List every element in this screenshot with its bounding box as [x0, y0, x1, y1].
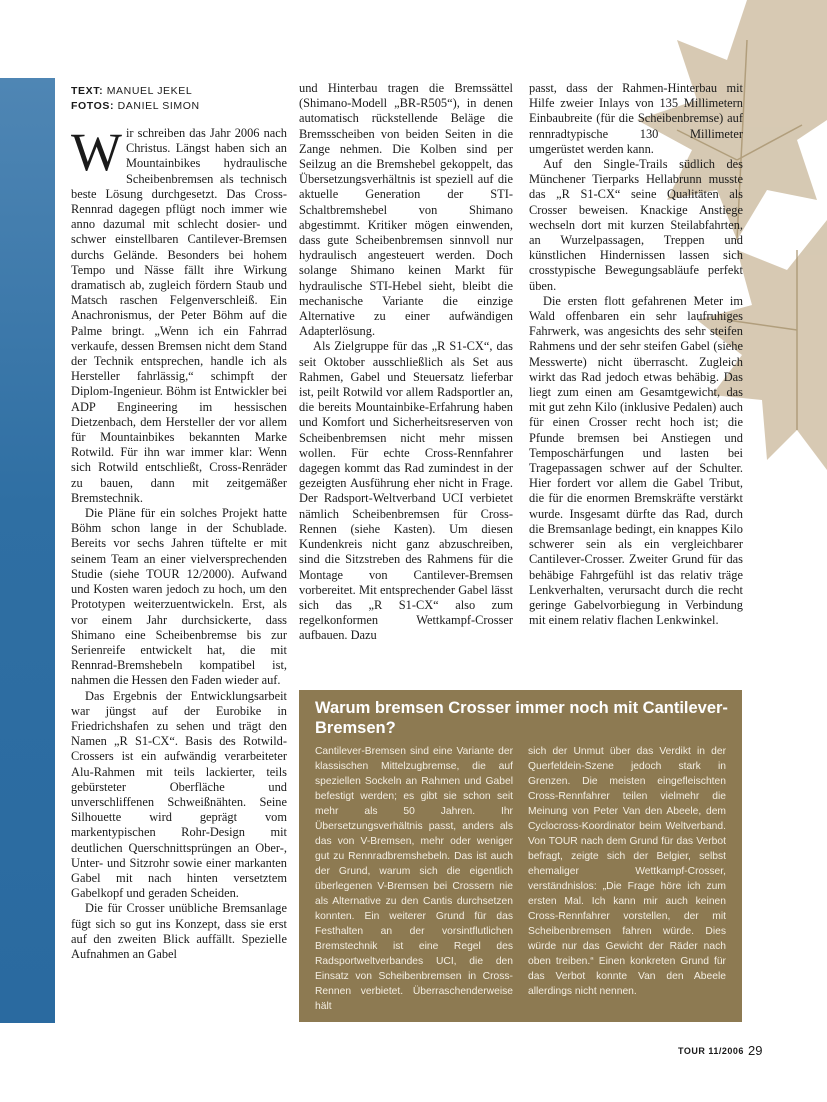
info-box: [299, 690, 742, 1022]
text-credit-name: MANUEL JEKEL: [106, 85, 193, 97]
photo-credit-label: FOTOS:: [71, 100, 115, 112]
article-column-2: [299, 81, 513, 644]
photo-credit-name: DANIEL SIMON: [117, 100, 200, 112]
magazine-issue: TOUR 11/2006: [678, 1046, 744, 1056]
paragraph: passt, dass der Rahmen-Hinterbau mit Hilfe zweier Inlays von 135 Millimetern Einbaubreite (für die Scheibenbremse) auf rennradtypische 130 Millimeter umgerüstet werden kann.: [529, 81, 743, 156]
blue-sidebar-strip: [0, 78, 55, 1023]
info-box-title: Warum bremsen Crosser immer noch mit Cantilever-Bremsen?: [315, 699, 728, 737]
paragraph: Auf den Single-Trails südlich des Münchener Tierparks Hellabrunn musste das „R S1-CX“ seine Qualitäten als Crosser beweisen. Knackige Anstiege wechseln dort mit kurzen Steilabfahrten, an Wurzelpassagen, Treppen und künstlichen Hindernissen lassen sich crosstypische Bewegungsabläufe perfekt üben.: [529, 157, 743, 293]
info-box-column-1: Cantilever-Bremsen sind eine Variante der klassischen Mittelzugbremse, die auf speziellen Sockeln an Rahmen und Gabel befestigt werden; es gibt sie schon seit mehr als 50 Jahren. Ihr Übersetzungsverhältnis passt, anders als das von V-Bremsen, mehr oder weniger gut zu Rennradbremshebeln. Das ist auch der Grund, warum sich die eigentlich überlegenen V-Bremsen bei Crossern nie als Alternative zu den Cantis durchsetzen konnten. Ein weiterer Grund für das Festhalten an der vorsintflutlichen Bremstechnik ist eine Regel des Radsportweltverbandes UCI, die den Einsatz von Scheibenbremsen in Cross-Rennen verbietet. Überraschenderweise hält: [315, 746, 513, 1012]
paragraph: und Hinterbau tragen die Bremssättel (Shimano-Modell „BR-R505“), in denen automatisch rückstellende Beläge die Bremsscheiben von beiden Seiten in die Zange nehmen. Die Kolben sind per Seilzug an die Bremshebel gekoppelt, das Übersetzungsverhältnis ist speziell auf die aktuelle Generation der STI-Schaltbremshebel von Shimano abgestimmt. Kritiker mögen einwenden, dass gute Scheibenbremsen sinnvoll nur hydraulisch angesteuert werden. Doch solange Shimano keinen Markt für hydraulische STI-Hebel sieht, bleibt die mechanische Variante die einzige Alternative zu einer aufwändigen Adapterlösung.: [299, 81, 513, 339]
drop-cap: W: [71, 122, 122, 182]
paragraph: Wir schreiben das Jahr 2006 nach Christus. Längst haben sich an Mountainbikes hydraulische Scheibenbremsen als technisch beste Lösung durchgesetzt. Das Cross-Rennrad dagegen pflügt noch immer wie anno dazumal mit schlecht dosier- und schwer einstellbaren Cantilever-Bremsen durchs Gelände. Besonders bei hohem Tempo und Nässe fällt ihre Wirkung dramatisch ab, zugleich fördern Staub und Matsch raschen Felgenverschleiß. Ein Anachronismus, der Peter Böhm auf die Palme bringt. „Wenn ich ein Fahrrad verkaufe, dessen Bremsen nicht dem Stand der Technik entsprechen, handle ich als Hersteller fahrlässig,“ schimpft der Diplom-Ingenieur. Böhm ist Entwickler bei ADP Engineering im hessischen Dietzenbach, dem Hersteller der vor allem für Mountainbikes bekannten Marke Rotwild. Für ihn war immer klar: Wenn sich Rotwild entschließt, Cross-Renräder zu bauen, dann mit zeitgemäßer Bremstechnik.: [71, 122, 287, 505]
text-credit-label: TEXT:: [71, 85, 104, 97]
page-number: 29: [748, 1043, 763, 1058]
paragraph: Die Pläne für ein solches Projekt hatte Böhm schon lange in der Schublade. Bereits vor sechs Jahren tüftelte er mit seinem Team an einer vielversprechenden Studie (siehe TOUR 12/2000). Aufwand und Kosten waren jedoch zu hoch, um den Prototypen weiterzuentwickeln. Erst, als vor einem Jahr durchsickerte, dass Shimano eine Scheibenbremse bis zur Serienreife entwickelt hat, die mit Rennrad-Bremshebeln kompatibel ist, nahmen die Hessen den Faden wieder auf.: [71, 506, 287, 688]
paragraph: Die ersten flott gefahrenen Meter im Wald offenbaren ein sehr laufruhiges Fahrwerk, was angesichts des sehr steifen Rahmens und der sehr steifen Gabel (siehe Messwerte) nicht überrascht. Zugleich wirkt das Rad jedoch etwas behäbig. Das liegt zum einen am Gesamtgewicht, das mit gut zehn Kilo (inklusive Pedalen) auch für einen Crosser recht hoch ist; die Pfunde bremsen bei Anstiegen und Temposchärfungen und lasten bei Tragepassagen schwer auf der Schulter. Hier fordert vor allem die Gabel Tribut, die für die enormen Bremskräfte verstärkt wurde. Insgesamt dürfte das Rad, durch die Bremsanlage bedingt, ein knappes Kilo schwerer sein als ein vergleichbarer Cantilever-Crosser. Zweiter Grund für das behäbige Fahrgefühl ist das relativ träge Lenkverhalten, verursacht durch die recht geringe Gabelvorbiegung in Verbindung mit einem relativ flachen Lenkwinkel.: [529, 293, 743, 628]
article-column-1: [71, 122, 287, 962]
paragraph: Als Zielgruppe für das „R S1-CX“, das seit Oktober ausschließlich als Set aus Rahmen, Gabel und Steuersatz lieferbar ist, peilt Rotwild vor allem Radsportler an, die bereits Mountainbike-Erfahrung haben und Komfort und Sicherheitsreserven von Scheibenbremsen nicht mehr missen wollen. Für echte Cross-Rennfahrer dagegen kommt das Rad zumindest in der gezeigten Ausführung eher nicht in Frage. Der Radsport-Weltverband UCI verbietet nämlich Scheibenbremsen für Cross-Rennen (siehe Kasten). Um diesen Kundenkreis nicht ganz abzuschreiben, sind die Sitzstreben des Rahmens für die Montage von Cantilever-Bremsen vorbereitet. Mit entsprechender Gabel lässt sich das „R S1-CX“ also zum regelkonformen Wettkampf-Crosser aufbauen. Dazu: [299, 339, 513, 643]
paragraph: Die für Crosser unübliche Bremsanlage fügt sich so gut ins Konzept, dass sie erst auf den zweiten Blick auffällt. Spezielle Aufnahmen an Gabel: [71, 901, 287, 961]
credits: [71, 84, 200, 114]
info-box-column-2: sich der Unmut über das Verdikt in der Querfeldein-Szene jedoch stark in Grenzen. Die meisten eingefleischten Cross-Rennfahrer teilen vielmehr die Meinung von Peter Van den Abeele, dem Cyclocross-Koordinator beim Weltverband. Von TOUR nach dem Grund für das Verbot befragt, zeigte sich der Belgier, selbst ehemaliger Wettkampf-Crosser, verständnislos: „Die Frage höre ich zum ersten Mal. Ich kann mir auch keinen Cross-Rennfahrer vorstellen, der mit Scheibenbremsen fahren würde. Dies würde nur das Gewicht der Räder nach oben treiben.“ Einen konkreten Grund für das Verbot konnte Van den Abeele allerdings nicht nennen.: [528, 746, 726, 997]
article-column-3: [529, 81, 743, 628]
paragraph: Das Ergebnis der Entwicklungsarbeit war jüngst auf der Eurobike in Friedrichshafen zu sehen und trägt den Namen „R S1-CX“. Basis des Rotwild-Crossers ist ein aufwändig verarbeiteter Alu-Rahmen mit teils lackierter, teils gebürsteter Oberfläche und unverschliffenen Schweißnähten. Seine Silhouette wird geprägt vom markentypischen Rohr-Design mit deutlichen Querschnittsprüngen an Ober-, Unter- und Sitzrohr sowie einer markanten Gabel mit nach hinten versetztem Gabelkopf und geraden Scheiden.: [71, 688, 287, 901]
